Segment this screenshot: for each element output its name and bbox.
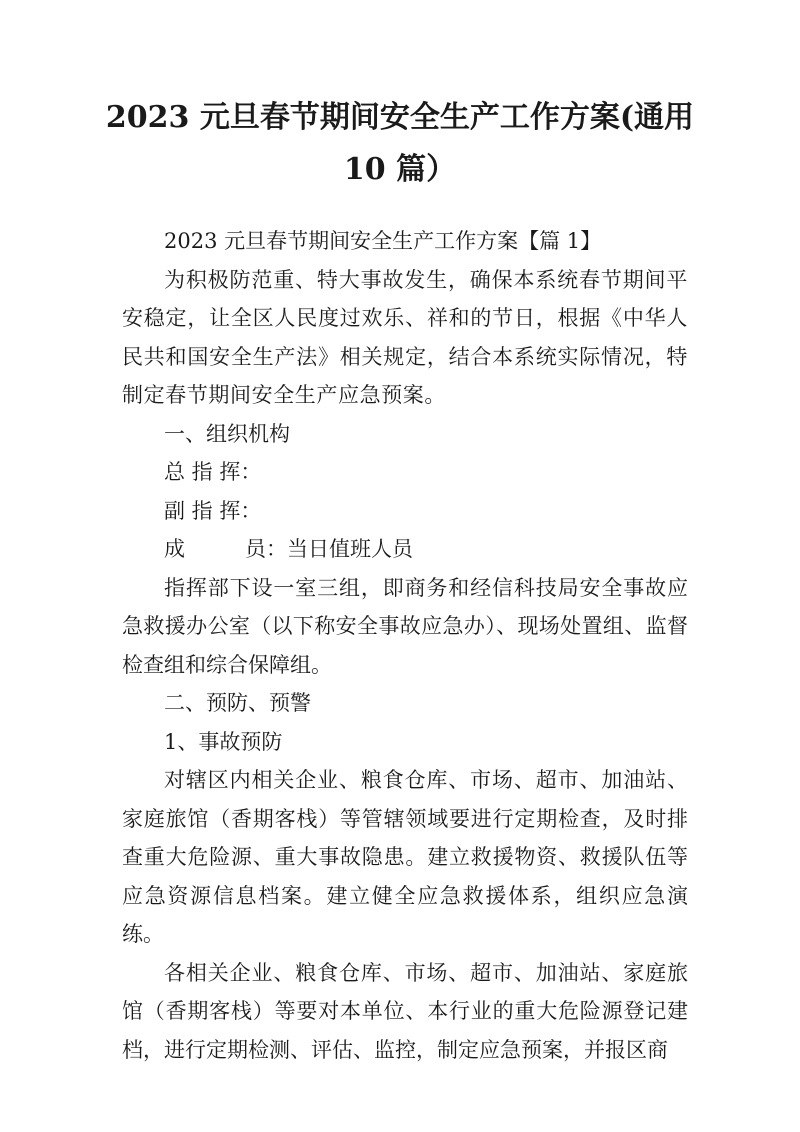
heading-accident-prevention: 1、事故预防 [164, 729, 283, 754]
paragraph-structure: 指挥部下设一室三组，即商务和经信科技局安全事故应急救援办公室（以下称安全事故应急办）、现场处置组、监督检查组和综合保障组。 [122, 575, 688, 677]
title-line-2: 10 篇） [343, 152, 457, 187]
heading-organization: 一、组织机构 [164, 421, 290, 446]
vice-commander-line: 副 指 挥： [164, 498, 262, 523]
commander-line: 总 指 挥： [164, 460, 262, 484]
heading-prevention: 二、预防、预警 [164, 691, 311, 715]
paragraph-intro: 为积极防范重、特大事故发生，确保本系统春节期间平安稳定，让全区人民度过欢乐、祥和的节日，根据《中华人民共和国安全生产法》相关规定，结合本系统实际情况，特制定春节期间安全生产应急预案。 [122, 267, 688, 407]
title-line-1: 2023 元旦春节期间安全生产工作方案(通用 [105, 100, 695, 135]
document-body [122, 222, 688, 1069]
document-title [100, 92, 700, 196]
member-line [122, 530, 688, 569]
member-label: 成 [164, 537, 185, 561]
member-value: 员：当日值班人员 [245, 537, 413, 561]
paragraph-registration: 各相关企业、粮食仓库、市场、超市、加油站、家庭旅馆（香期客栈）等要对本单位、本行业的重大危险源登记建档，进行定期检测、评估、监控，制定应急预案，并报区商 [122, 960, 688, 1062]
section-subtitle: 2023 元旦春节期间安全生产工作方案【篇 1】 [164, 229, 602, 253]
paragraph-inspection: 对辖区内相关企业、粮食仓库、市场、超市、加油站、家庭旅馆（香期客栈）等管辖领域要进行定期检查，及时排查重大危险源、重大事故隐患。建立救援物资、救援队伍等应急资源信息档案。建立健全应急救援体系，组织应急演练。 [122, 768, 688, 946]
